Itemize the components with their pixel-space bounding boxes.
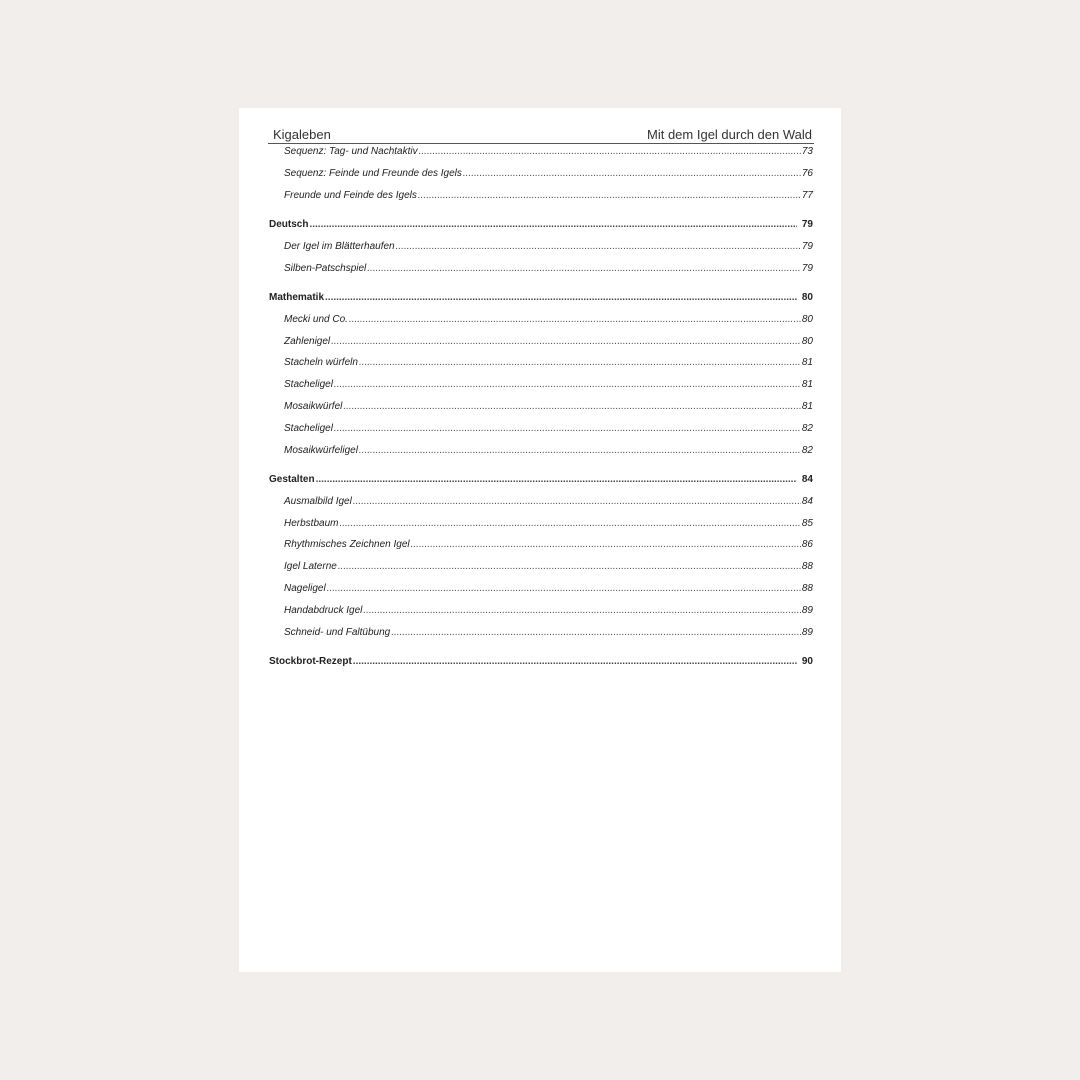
- toc-entry-label: Stacheligel: [284, 379, 333, 391]
- toc-entry-label: Sequenz: Tag- und Nachtaktiv: [284, 146, 418, 157]
- toc-leader: [463, 168, 801, 179]
- toc-section-deutsch[interactable]: [269, 219, 813, 241]
- toc-entry-page: 76: [801, 167, 813, 179]
- toc-section-page: 79: [801, 218, 813, 230]
- toc-entry[interactable]: [269, 190, 813, 212]
- toc-entry-page: 88: [801, 561, 813, 573]
- toc-entry-page: 73: [801, 146, 813, 157]
- toc-section-label: Deutsch: [269, 218, 309, 230]
- toc-entry-label: Igel Laterne: [284, 561, 337, 573]
- toc-section-page: 84: [801, 473, 813, 485]
- toc-entry-label: Mecki und Co.: [284, 313, 348, 325]
- toc-entry[interactable]: [269, 518, 813, 540]
- toc-entry-label: Handabdruck Igel: [284, 604, 363, 616]
- document-page: [239, 108, 841, 972]
- toc-leader: [359, 357, 801, 368]
- toc-entry[interactable]: [269, 146, 813, 168]
- table-of-contents: [269, 146, 813, 678]
- toc-entry-page: 89: [801, 626, 813, 638]
- toc-leader: [334, 423, 801, 434]
- toc-entry-label: Stacheligel: [284, 422, 333, 434]
- toc-entry-page: 84: [801, 495, 813, 507]
- toc-entry[interactable]: [269, 539, 813, 561]
- page-header: [268, 122, 814, 144]
- toc-section-stockbrot[interactable]: [269, 656, 813, 678]
- toc-leader: [349, 314, 801, 325]
- toc-entry[interactable]: [269, 379, 813, 401]
- toc-leader: [391, 627, 801, 638]
- toc-entry[interactable]: [269, 336, 813, 358]
- toc-section-page: 80: [801, 291, 813, 303]
- toc-leader: [338, 561, 801, 572]
- toc-entry-page: 81: [801, 400, 813, 412]
- toc-entry-page: 86: [801, 539, 813, 551]
- toc-entry-label: Rhythmisches Zeichnen Igel: [284, 539, 410, 551]
- toc-section-label: Gestalten: [269, 473, 315, 485]
- toc-entry[interactable]: [269, 263, 813, 285]
- toc-entry[interactable]: [269, 423, 813, 445]
- toc-entry[interactable]: [269, 168, 813, 190]
- toc-entry-label: Herbstbaum: [284, 517, 339, 529]
- toc-leader: [353, 496, 801, 507]
- toc-section-mathematik[interactable]: [269, 292, 813, 314]
- toc-entry-label: Der Igel im Blätterhaufen: [284, 240, 395, 252]
- toc-entry-page: 80: [801, 335, 813, 347]
- toc-leader: [411, 539, 801, 550]
- toc-entry-page: 81: [801, 379, 813, 391]
- toc-entry-label: Mosaikwürfeligel: [284, 444, 358, 456]
- toc-entry[interactable]: [269, 496, 813, 518]
- toc-entry-label: Mosaikwürfel: [284, 400, 343, 412]
- toc-entry-page: 82: [801, 444, 813, 456]
- toc-leader: [363, 605, 800, 616]
- toc-leader: [419, 146, 801, 157]
- toc-leader: [353, 656, 797, 667]
- toc-entry[interactable]: [269, 445, 813, 467]
- toc-entry-page: 79: [801, 240, 813, 252]
- toc-section-page: 90: [801, 655, 813, 667]
- toc-section-label: Stockbrot-Rezept: [269, 655, 352, 667]
- toc-entry-page: 81: [801, 357, 813, 369]
- toc-leader: [359, 445, 801, 456]
- toc-entry-label: Sequenz: Feinde und Freunde des Igels: [284, 167, 462, 179]
- toc-entry-page: 89: [801, 604, 813, 616]
- toc-leader: [343, 401, 801, 412]
- toc-entry-page: 88: [801, 582, 813, 594]
- toc-entry-page: 82: [801, 422, 813, 434]
- toc-entry[interactable]: [269, 583, 813, 605]
- toc-entry-page: 80: [801, 313, 813, 325]
- toc-entry[interactable]: [269, 357, 813, 379]
- toc-entry-label: Nageligel: [284, 582, 326, 594]
- toc-entry-label: Zahlenigel: [284, 335, 331, 347]
- toc-leader: [309, 219, 796, 230]
- toc-entry-page: 79: [801, 262, 813, 274]
- toc-leader: [339, 518, 800, 529]
- toc-entry-label: Silben-Patschspiel: [284, 262, 367, 274]
- toc-entry[interactable]: [269, 605, 813, 627]
- toc-entry[interactable]: [269, 401, 813, 423]
- toc-leader: [325, 292, 797, 303]
- toc-leader: [316, 474, 797, 485]
- toc-leader: [418, 190, 801, 201]
- toc-entry-label: Schneid- und Faltübung: [284, 626, 391, 638]
- header-left-title: Kigaleben: [273, 127, 331, 142]
- toc-entry-page: 77: [801, 189, 813, 201]
- toc-leader: [331, 336, 801, 347]
- toc-entry[interactable]: [269, 627, 813, 649]
- toc-leader: [396, 241, 801, 252]
- toc-entry-page: 85: [801, 517, 813, 529]
- toc-entry-label: Ausmalbild Igel: [284, 495, 352, 507]
- toc-section-gestalten[interactable]: [269, 474, 813, 496]
- toc-entry-label: Stacheln würfeln: [284, 357, 358, 369]
- header-right-title: Mit dem Igel durch den Wald: [647, 127, 812, 142]
- toc-entry[interactable]: [269, 314, 813, 336]
- toc-leader: [334, 379, 801, 390]
- toc-leader: [367, 263, 801, 274]
- toc-leader: [327, 583, 801, 594]
- toc-entry[interactable]: [269, 241, 813, 263]
- toc-section-label: Mathematik: [269, 291, 325, 303]
- toc-entry-label: Freunde und Feinde des Igels: [284, 189, 417, 201]
- toc-entry[interactable]: [269, 561, 813, 583]
